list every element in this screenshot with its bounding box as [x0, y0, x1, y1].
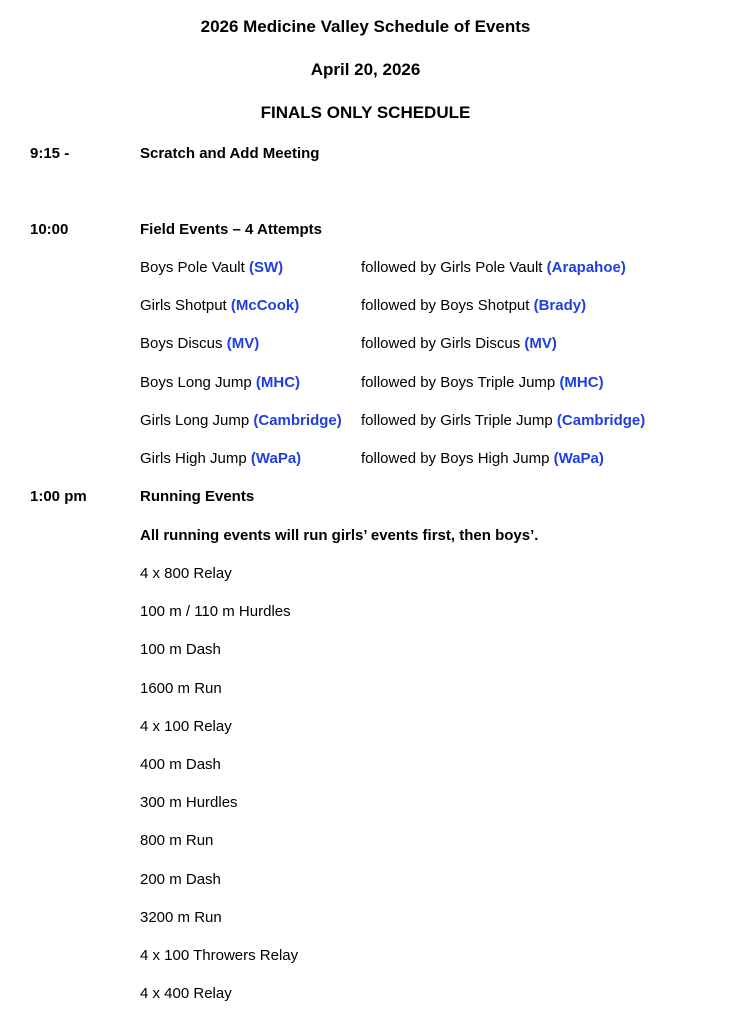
scratch-time: 9:15 - [30, 145, 70, 162]
event-date: April 20, 2026 [310, 60, 421, 79]
running-event: 800 m Run [140, 832, 214, 849]
host-school: (WaPa) [553, 450, 604, 467]
host-school: (MV) [226, 335, 260, 352]
running-event: 300 m Hurdles [140, 794, 238, 811]
running-time: 1:00 pm [30, 488, 87, 505]
host-school: (McCook) [230, 297, 300, 314]
scratch-label: Scratch and Add Meeting [140, 145, 320, 162]
running-event: 100 m Dash [140, 641, 221, 658]
field-followup: followed by Boys Triple Jump (MHC) [361, 374, 604, 391]
field-event: Girls Long Jump (Cambridge) [140, 412, 342, 429]
host-school: (Brady) [533, 297, 587, 314]
running-note: All running events will run girls’ events first, then boys’. [140, 527, 539, 544]
host-school: (Cambridge) [556, 412, 646, 429]
field-followup: followed by Girls Triple Jump (Cambridge) [361, 412, 646, 429]
field-followup: followed by Girls Discus (MV) [361, 335, 557, 352]
running-event: 100 m / 110 m Hurdles [140, 603, 291, 620]
host-school: (MV) [524, 335, 557, 352]
running-event: 4 x 800 Relay [140, 565, 232, 582]
running-label: Running Events [140, 488, 255, 505]
host-school: (Arapahoe) [546, 259, 626, 276]
running-event: 400 m Dash [140, 756, 221, 773]
running-event: 4 x 100 Throwers Relay [140, 947, 299, 964]
running-event: 200 m Dash [140, 871, 221, 888]
field-followup: followed by Boys High Jump (WaPa) [361, 450, 604, 467]
page-title: 2026 Medicine Valley Schedule of Events [200, 17, 531, 36]
host-school: (MHC) [255, 374, 301, 391]
field-event: Boys Pole Vault (SW) [140, 259, 284, 276]
host-school: (WaPa) [250, 450, 302, 467]
host-school: (SW) [248, 259, 284, 276]
field-followup: followed by Girls Pole Vault (Arapahoe) [361, 259, 626, 276]
host-school: (Cambridge) [253, 412, 342, 429]
field-event: Girls Shotput (McCook) [140, 297, 300, 314]
field-label: Field Events – 4 Attempts [140, 221, 322, 238]
schedule-subtitle: FINALS ONLY SCHEDULE [260, 103, 471, 122]
field-time: 10:00 [30, 221, 69, 238]
field-event: Girls High Jump (WaPa) [140, 450, 302, 467]
field-event: Boys Discus (MV) [140, 335, 260, 352]
running-event: 4 x 400 Relay [140, 985, 232, 1002]
running-event: 4 x 100 Relay [140, 718, 232, 735]
running-event: 3200 m Run [140, 909, 222, 926]
running-event: 1600 m Run [140, 680, 222, 697]
host-school: (MHC) [559, 374, 604, 391]
field-followup: followed by Boys Shotput (Brady) [361, 297, 587, 314]
field-event: Boys Long Jump (MHC) [140, 374, 301, 391]
